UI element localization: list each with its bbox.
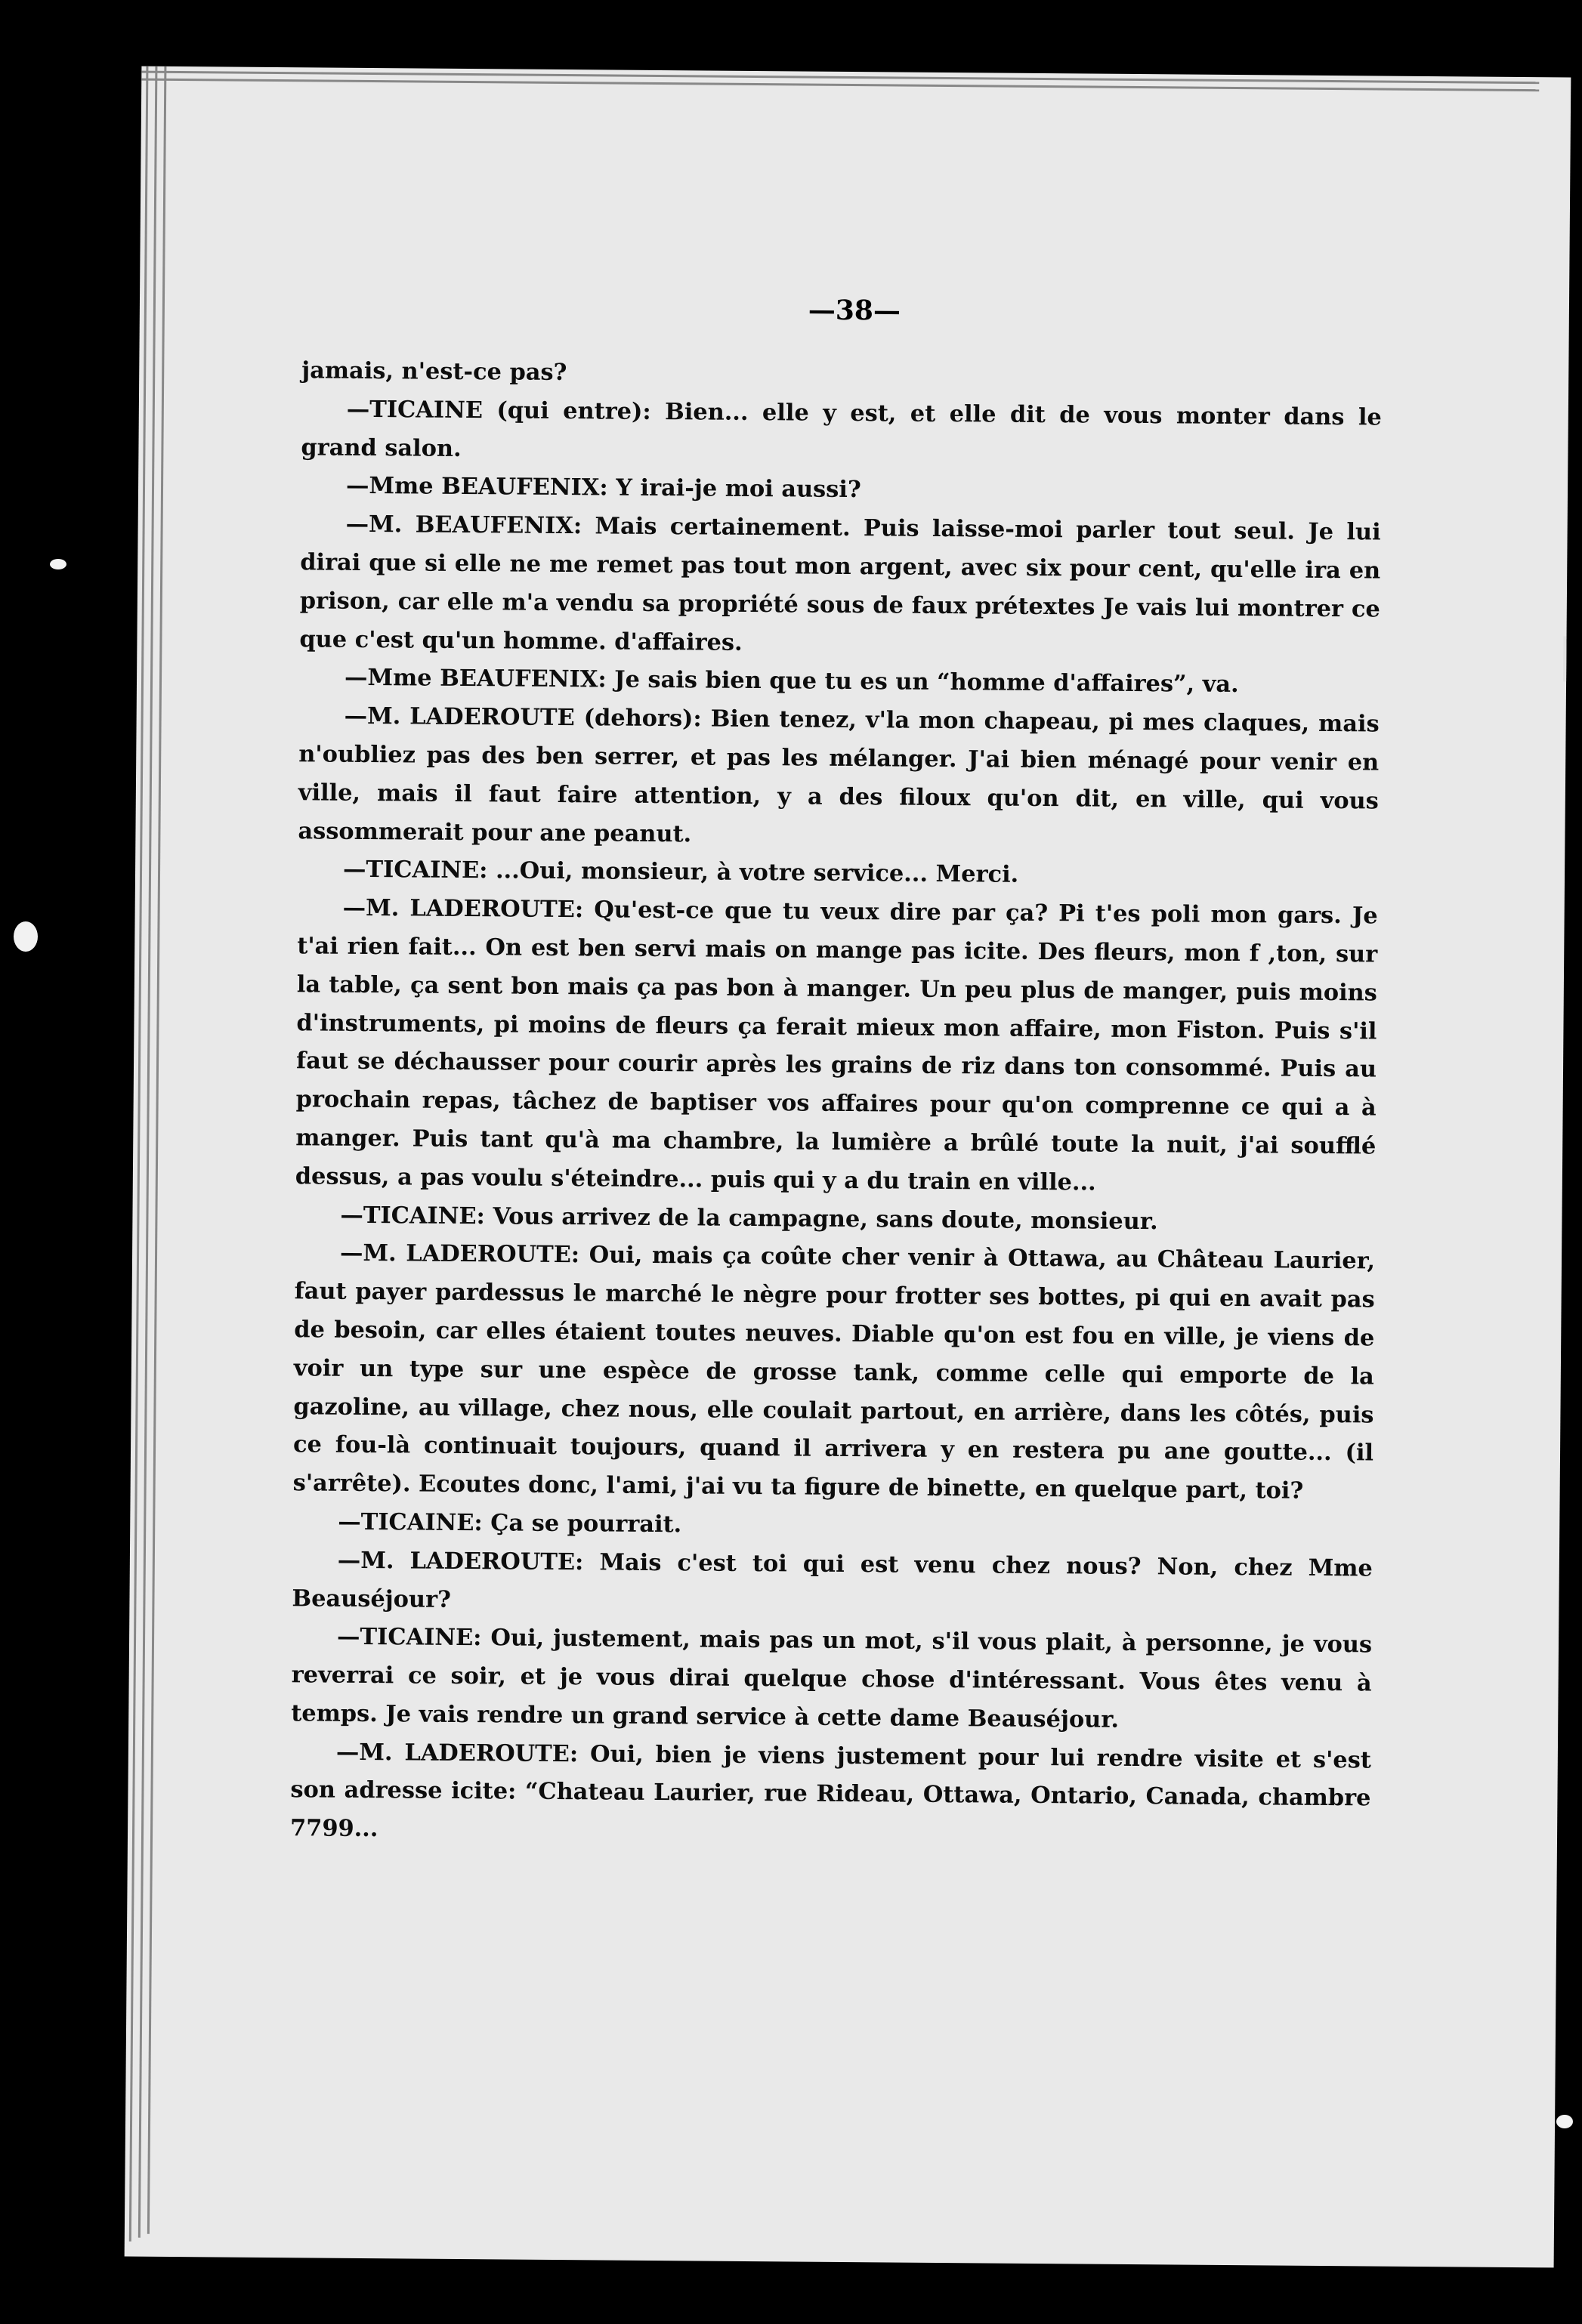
speaker-name: —TICAINE <box>338 1508 474 1537</box>
dialogue-text: : Vous arrivez de la campagne, sans doute, monsieur. <box>476 1202 1158 1235</box>
speaker-name: —TICAINE <box>336 1623 474 1652</box>
dialogue-paragraph <box>291 1618 1372 1742</box>
dialogue-text: : Oui, bien je viens justement pour lui rendre visite et s'est son adresse icite: “Chateau Laurier, rue Rideau, Ottawa, Ontario, Canada, chambre 7799... <box>289 1739 1372 1843</box>
speaker-name: —M. LADEROUTE <box>335 1738 570 1767</box>
speaker-name: —M. LADEROUTE <box>344 702 575 732</box>
scan-speck <box>1556 2115 1573 2128</box>
dialogue-paragraph <box>301 390 1382 475</box>
dialogue-text: : Y irai-je moi aussi? <box>599 474 861 504</box>
dialogue-text: : Ça se pourrait. <box>474 1509 682 1539</box>
dialogue-text: : Oui, justement, mais pas un mot, s'il vous plait, à personne, je vous reverrai ce soir, et je vous dirai quelque chose d'intéressant. Vous êtes venu à temps. Je vais rendre un grand service à cette dame Beauséjour. <box>291 1624 1373 1733</box>
dialogue-paragraph <box>295 888 1378 1204</box>
scan-speck <box>14 921 38 952</box>
page-edge-line <box>129 66 149 2242</box>
dialogue-text: : ...Oui, monsieur, à votre service... Merci. <box>479 856 1019 889</box>
dialogue-paragraph <box>290 1733 1371 1856</box>
dialogue-paragraph <box>299 505 1381 666</box>
speaker-name: —Mme BEAUFENIX <box>345 472 600 502</box>
dialogue-paragraph <box>292 1541 1373 1626</box>
dialogue-paragraph <box>292 1234 1375 1511</box>
page-body-text <box>290 351 1383 1856</box>
scan-speck <box>50 559 66 569</box>
dialogue-paragraph <box>298 696 1380 858</box>
speaker-name: —TICAINE <box>342 856 480 884</box>
speaker-name: —M. LADEROUTE <box>339 1239 571 1269</box>
dialogue-text: (dehors): Bien tenez, v'la mon chapeau, pi mes claques, mais n'oubliez pas des ben serrer, et pas les mélanger. J'ai bien ménagé pour venir en ville, mais il faut faire attention, y a des filoux qu'on dit, en ville, qui vous assommerait pour ane peanut. <box>298 704 1380 847</box>
dialogue-text: : Je sais bien que tu es un “homme d'affaires”, va. <box>598 665 1239 699</box>
dialogue-text: : Mais certainement. Puis laisse-moi parler tout seul. Je lui dirai que si elle ne me remet pas tout mon argent, avec six pour cent, qu'elle ira en prison, car elle m'a vendu sa propriété sous de faux prétextes Je vais lui montrer ce que c'est qu'un homme. d'affaires. <box>299 512 1381 656</box>
speaker-name: —TICAINE <box>346 395 484 424</box>
page-number: —38— <box>808 294 901 327</box>
speaker-name: —TICAINE <box>340 1201 477 1230</box>
dialogue-text: : Oui, mais ça coûte cher venir à Ottawa, au Château Laurier, faut payer pardessus le marché le nègre pour frotter ses bottes, pi qui en avait pas de besoin, car elles étaient toutes neuves. Diable qu'on est fou en ville, je viens de voir un type sur une espèce de grosse tank, comme celle qui emporte de la gazoline, au village, chez nous, elle coulait partout, en arrière, dans les côtés, puis ce fou-là continuait toujours, quand il arrivera y en restera pu ane goutte... (il s'arrête). Ecoutes donc, l'ami, j'ai vu ta figure de binette, en quelque part, toi? <box>292 1241 1376 1505</box>
speaker-name: —M. BEAUFENIX <box>345 510 574 540</box>
speaker-name: —Mme BEAUFENIX <box>344 664 598 693</box>
dialogue-text: jamais, n'est-ce pas? <box>301 356 567 387</box>
speaker-name: —M. LADEROUTE <box>342 893 576 924</box>
dialogue-text: : Qu'est-ce que tu veux dire par ça? Pi t'es poli mon gars. Je t'ai rien fait... On est ben servi mais on mange pas icite. Des fleurs, mon f ,ton, sur la table, ça sent bon mais ça pas bon à manger. Un peu plus de manger, puis moins d'instruments, pi moins de fleurs ça ferait mieux mon affaire, mon Fiston. Puis s'il faut se déchausser pour courir après les grains de riz dans ton consommé. Puis au prochain repas, tâchez de baptiser vos affaires pour qu'on comprenne ce qui a à manger. Puis tant qu'à ma chambre, la lumière a brûlé toute la nuit, j'ai soufflé dessus, a pas voulu s'éteindre... puis qui y a du train en ville... <box>295 896 1378 1196</box>
margin-mark <box>1563 636 1566 681</box>
page-edge-line <box>147 66 167 2234</box>
book-page <box>125 66 1571 2268</box>
page-edge-line <box>138 66 158 2238</box>
dialogue-text: (qui entre): Bien... elle y est, et elle dit de vous monter dans le grand salon. <box>301 396 1382 462</box>
speaker-name: —M. LADEROUTE <box>337 1546 576 1576</box>
dialogue-text: : Mais c'est toi qui est venu chez nous? Non, chez Mme Beauséjour? <box>292 1548 1373 1613</box>
